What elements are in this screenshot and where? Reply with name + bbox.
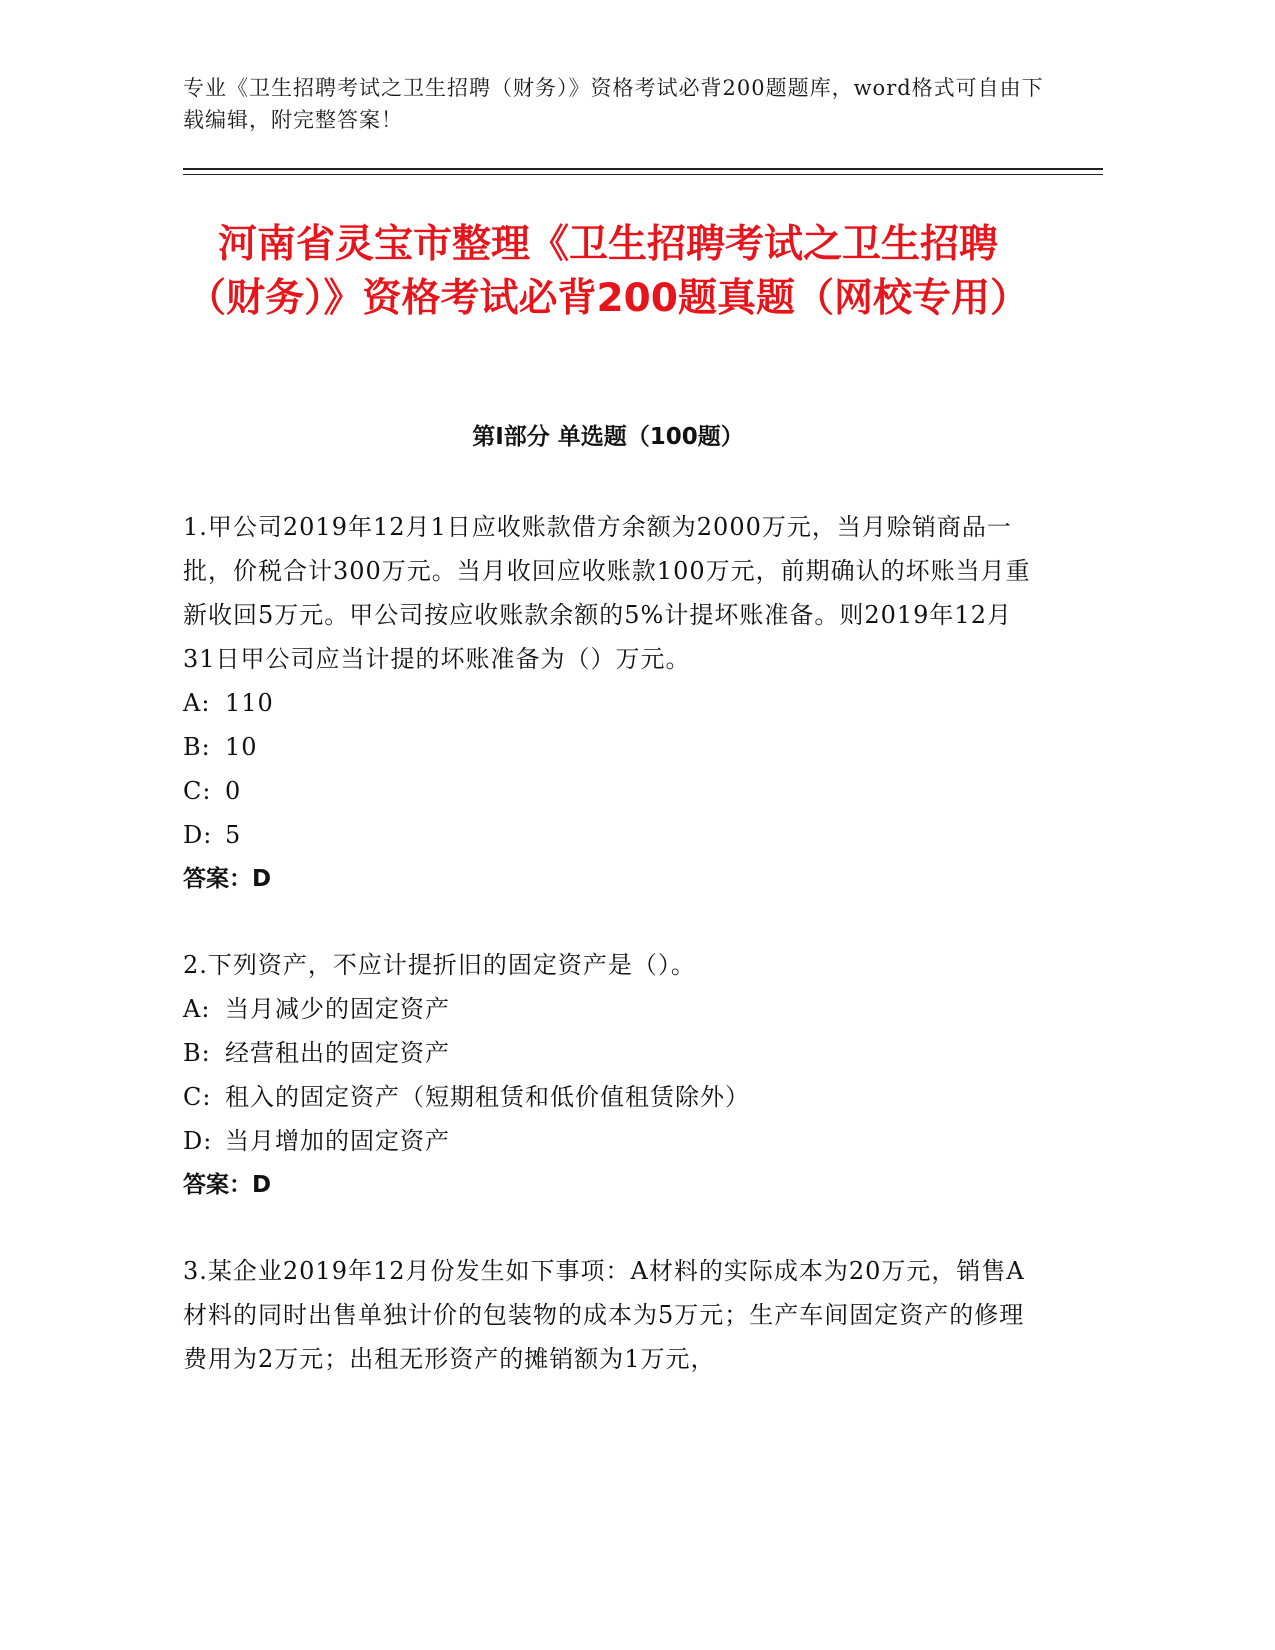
question-1 [183,505,1043,901]
answer-line: 答案：D [183,866,272,892]
option-b [183,1031,1043,1075]
option-a [183,987,1043,1031]
option-letter: B: [183,733,211,761]
question-stem: 2.下列资产，不应计提折旧的固定资产是（）。 [183,951,696,979]
option-text: 租入的固定资产（短期租赁和低价值租赁除外） [225,1083,750,1111]
option-letter: A: [183,689,211,717]
option-letter: D: [183,821,213,849]
header-note: 专业《卫生招聘考试之卫生招聘（财务）》资格考试必背200题题库，word格式可自由下载编辑，附完整答案！ [183,76,1044,132]
answer-line: 答案：D [183,1172,272,1198]
option-letter: A: [183,995,211,1023]
question-stem: 1.甲公司2019年12月1日应收账款借方余额为2000万元，当月赊销商品一批，价税合计300万元。当月收回应收账款100万元，前期确认的坏账当月重新收回5万元。甲公司按应收账款余额的5%计提坏账准备。则2019年12月31日甲公司应当计提的坏账准备为（）万元。 [183,513,1031,673]
option-a [183,681,1043,725]
option-text: 当月增加的固定资产 [225,1127,450,1155]
option-b [183,725,1043,769]
header-divider-thin [183,174,1103,175]
option-letter: C: [183,777,212,805]
option-text: 经营租出的固定资产 [225,1039,450,1067]
option-d [183,813,1043,857]
option-letter: D: [183,1127,213,1155]
option-c [183,1075,1043,1119]
question-3 [183,1249,1043,1381]
option-text: 当月减少的固定资产 [225,995,450,1023]
option-letter: B: [183,1039,211,1067]
option-text: 0 [225,777,242,805]
question-2 [183,943,1043,1207]
option-c [183,769,1043,813]
option-d [183,1119,1043,1163]
option-letter: C: [183,1083,212,1111]
document-title: 河南省灵宝市整理《卫生招聘考试之卫生招聘（财务）》资格考试必背200题真题（网校专用） [187,222,1029,321]
option-text: 10 [225,733,258,761]
question-stem: 3.某企业2019年12月份发生如下事项：A材料的实际成本为20万元，销售A材料的同时出售单独计价的包装物的成本为5万元；生产车间固定资产的修理费用为2万元；出租无形资产的摊销额为1万元， [183,1257,1025,1373]
header-divider [183,168,1103,176]
section-heading: 第Ⅰ部分 单选题（100题） [472,424,744,450]
header-divider-thick [183,168,1103,170]
option-text: 110 [225,689,274,717]
option-text: 5 [225,821,242,849]
question-list [183,505,1043,1423]
